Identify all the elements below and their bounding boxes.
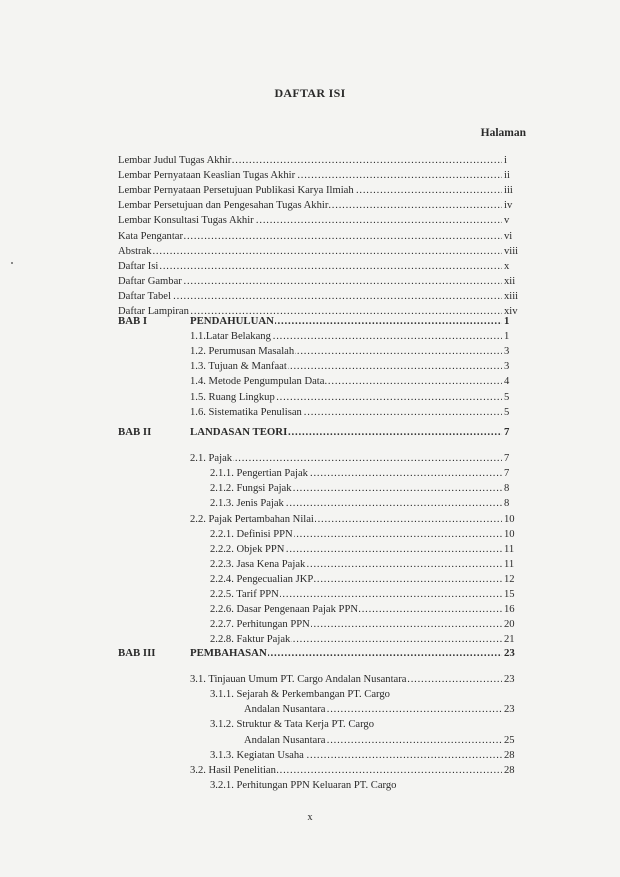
entry-text: 2.2.6. Dasar Pengenaan Pajak PPN	[210, 604, 358, 616]
chapter-label: BAB II	[118, 426, 152, 438]
entry-text: 2.1.3. Jenis Pajak	[210, 498, 284, 510]
entry-text: 2.2.1. Definisi PPN	[210, 528, 293, 540]
toc-subentry	[210, 572, 528, 587]
toc-subentry	[244, 702, 528, 717]
entry-text: 3.2.1. Perhitungan PPN Keluaran PT. Cargo	[210, 779, 397, 791]
entry-text: Lembar Pernyataan Persetujuan Publikasi Karya Ilmiah	[118, 185, 354, 197]
entry-page-number: 28	[504, 764, 515, 776]
entry-page-number: 28	[504, 749, 515, 761]
toc-entry	[118, 289, 528, 304]
entry-page-number: 25	[504, 734, 515, 746]
dot-leader	[118, 259, 502, 274]
entry-text: 2.2.3. Jasa Kena Pajak	[210, 558, 306, 570]
entry-text: 3.2. Hasil Penelitian	[190, 764, 276, 776]
entry-text: Lembar Judul Tugas Akhir	[118, 155, 232, 166]
dot-leader	[190, 451, 502, 466]
toc-subentry	[210, 466, 528, 481]
entry-page-number: 23	[504, 704, 515, 716]
toc-subentry	[190, 405, 528, 420]
toc-subentry	[210, 602, 528, 617]
entry-text: 2.2.8. Faktur Pajak	[210, 634, 291, 646]
entry-page-number: x	[504, 260, 510, 272]
toc-subentry	[190, 451, 528, 466]
toc-subentry	[244, 733, 528, 748]
chapter-label: BAB III	[118, 647, 156, 659]
entry-page-number: 3	[504, 361, 510, 373]
entry-text: 3.1.1. Sejarah & Perkembangan PT. Cargo	[210, 689, 390, 701]
entry-page-number: 7	[504, 468, 510, 480]
entry-text: 1.5. Ruang Lingkup	[190, 391, 275, 403]
entry-page-number: 16	[504, 604, 515, 616]
entry-text: 1.1.Latar Belakang	[190, 331, 271, 343]
entry-page-number: 4	[504, 376, 510, 388]
entry-page-number: 1	[504, 331, 510, 343]
entry-page-number: 11	[504, 558, 515, 570]
entry-text: 1.3. Tujuan & Manfaat	[190, 361, 287, 373]
entry-page-number: 21	[504, 634, 515, 646]
toc-entry	[118, 213, 528, 228]
toc-subentry	[210, 481, 528, 496]
entry-text: 3.1.2. Struktur & Tata Kerja PT. Cargo	[210, 719, 375, 731]
entry-page-number: 1	[504, 315, 510, 327]
toc-subentry	[210, 617, 528, 632]
chapter-heading	[190, 425, 528, 440]
entry-page-number: 8	[504, 498, 510, 510]
toc-subentry	[210, 557, 528, 572]
toc-subentry	[210, 496, 528, 511]
toc-subentry	[210, 542, 528, 557]
entry-text: Andalan Nusantara	[244, 704, 326, 716]
entry-page-number: 10	[504, 528, 515, 540]
entry-text: Daftar Gambar	[118, 275, 182, 287]
entry-page-number: 15	[504, 589, 515, 600]
entry-text: Abstrak	[118, 245, 152, 257]
chapter-label: BAB I	[118, 315, 148, 327]
entry-page-number: 23	[504, 674, 515, 686]
entry-page-number: 8	[504, 483, 510, 495]
entry-text: 2.1.2. Fungsi Pajak	[210, 483, 292, 495]
toc-subentry	[190, 344, 528, 359]
toc-subentry	[190, 512, 528, 527]
toc-entry	[118, 229, 528, 244]
toc-entry	[118, 153, 528, 168]
entry-page-number: 7	[504, 426, 510, 438]
entry-text: 2.1. Pajak	[190, 453, 233, 465]
entry-page-number: viii	[504, 245, 519, 257]
entry-page-number: vi	[504, 230, 513, 242]
entry-page-number: i	[504, 155, 507, 166]
toc-entry	[118, 274, 528, 289]
scan-speck	[11, 262, 13, 264]
entry-page-number: 5	[504, 406, 510, 418]
entry-text: 2.2.2. Objek PPN	[210, 543, 285, 555]
entry-text: PEMBAHASAN	[190, 647, 267, 659]
entry-text: Lembar Pernyataan Keaslian Tugas Akhir	[118, 170, 296, 182]
entry-page-number: 7	[504, 453, 510, 465]
entry-text: Lembar Konsultasi Tugas Akhir	[118, 215, 254, 227]
entry-text: Daftar Lampiran	[118, 306, 189, 317]
toc-entry	[118, 259, 528, 274]
entry-page-number: v	[504, 215, 510, 227]
entry-page-number: ii	[504, 170, 510, 182]
dot-leader	[118, 289, 502, 304]
dot-leader	[118, 244, 502, 259]
entry-page-number: xii	[504, 275, 516, 287]
toc-entry	[118, 198, 528, 213]
toc-subentry	[190, 390, 528, 405]
entry-text: 3.1. Tinjauan Umum PT. Cargo Andalan Nusantara	[190, 674, 407, 686]
entry-text: 2.2.7. Perhitungan PPN	[210, 619, 310, 631]
halaman-label: Halaman	[480, 127, 526, 139]
toc-subentry	[210, 778, 528, 793]
toc-subentry	[210, 717, 528, 732]
toc-subentry	[190, 329, 528, 344]
entry-page-number: 12	[504, 573, 515, 585]
toc-entry	[118, 183, 528, 198]
footer-page-number: x	[307, 812, 313, 823]
toc-subentry	[210, 587, 528, 602]
entry-text: Daftar Tabel	[118, 290, 171, 302]
entry-text: 2.1.1. Pengertian Pajak	[210, 468, 308, 480]
entry-page-number: 20	[504, 619, 515, 631]
entry-text: Kata Pengantar	[118, 230, 184, 242]
toc-subentry	[210, 527, 528, 542]
entry-text: 2.2. Pajak Pertambahan Nilai	[190, 513, 314, 525]
entry-text: 3.1.3. Kegiatan Usaha	[210, 749, 304, 761]
entry-text: 1.2. Perumusan Masalah	[190, 346, 295, 358]
toc-subentry	[190, 374, 528, 389]
entry-page-number: xiv	[504, 306, 518, 317]
entry-text: 2.2.5. Tarif PPN	[210, 589, 279, 600]
toc-entry	[118, 244, 528, 259]
entry-page-number: iii	[504, 185, 513, 197]
entry-text: 1.4. Metode Pengumpulan Data	[190, 376, 325, 388]
entry-page-number: xiii	[504, 290, 519, 302]
toc-entry	[118, 168, 528, 183]
toc-subentry	[210, 748, 528, 763]
entry-text: PENDAHULUAN	[190, 315, 274, 327]
entry-text: 1.6. Sistematika Penulisan	[190, 406, 302, 418]
entry-page-number: 23	[504, 647, 515, 659]
entry-text: Lembar Persetujuan dan Pengesahan Tugas Akhir	[118, 200, 329, 212]
toc-subentry	[210, 687, 528, 702]
entry-text: 2.2.4. Pengecualian JKP	[210, 573, 314, 585]
chapter-heading	[190, 314, 528, 329]
entry-page-number: 10	[504, 513, 515, 525]
entry-text: Daftar Isi	[118, 260, 159, 272]
entry-text: LANDASAN TEORI	[190, 426, 288, 438]
chapter-heading	[190, 646, 528, 661]
toc-subentry	[190, 359, 528, 374]
entry-page-number: 3	[504, 346, 510, 358]
entry-text: Andalan Nusantara	[244, 734, 326, 746]
toc-subentry	[190, 672, 528, 687]
entry-page-number: 5	[504, 391, 510, 403]
page-title: DAFTAR ISI	[274, 86, 346, 100]
toc-subentry	[190, 763, 528, 778]
entry-page-number: 11	[504, 543, 515, 555]
entry-page-number: iv	[504, 200, 513, 212]
